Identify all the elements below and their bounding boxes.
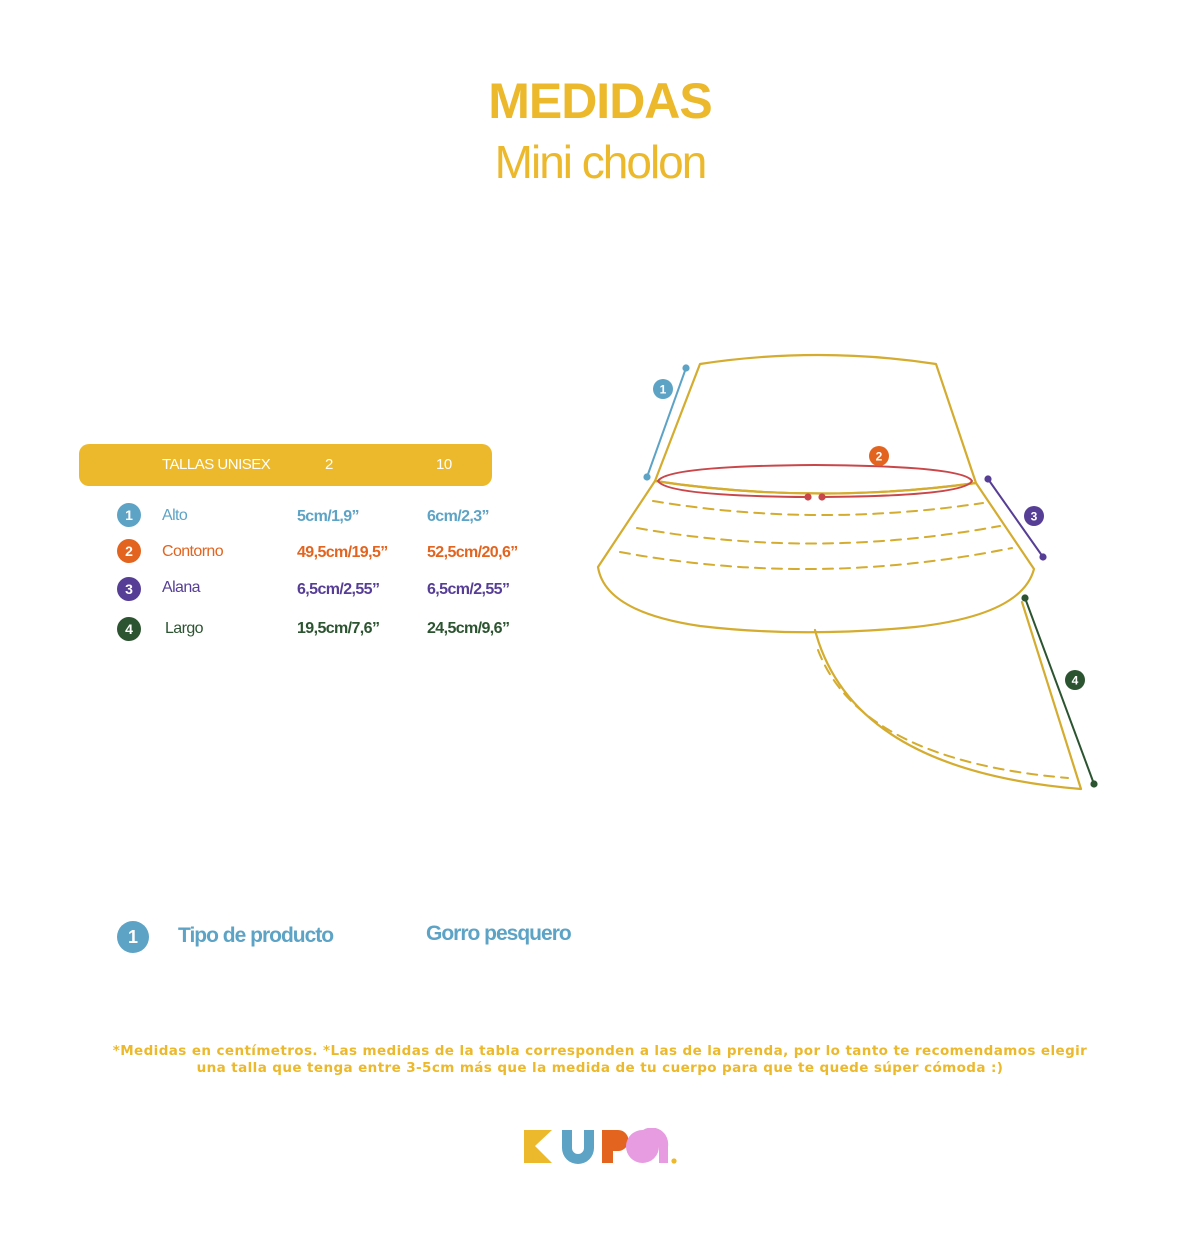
measure-dot — [1021, 594, 1028, 601]
measure-label-4: 4 — [1071, 673, 1079, 688]
header-size-10: 10 — [436, 456, 452, 473]
measure-label-1: 1 — [659, 382, 667, 397]
row-value-size-10: 6cm/2,3” — [427, 508, 489, 525]
header-tallas: TALLAS UNISEX — [162, 456, 271, 473]
row-value-size-10: 6,5cm/2,55” — [427, 581, 510, 598]
measure-dot — [1039, 553, 1046, 560]
stitch-line — [637, 526, 1000, 544]
measure-label-2: 2 — [875, 449, 883, 464]
measure-dot — [1090, 780, 1097, 787]
page-title: MEDIDAS — [488, 73, 712, 129]
row-badge: 1 — [117, 503, 141, 527]
measure-dot — [818, 493, 825, 500]
row-label: Largo — [165, 620, 203, 637]
measure-label-3: 3 — [1030, 509, 1038, 524]
measure-dot — [984, 475, 991, 482]
measure-line-length — [1025, 598, 1094, 784]
page-subtitle: Mini cholon — [494, 136, 706, 188]
row-label: Alto — [162, 507, 188, 524]
measure-dot — [682, 364, 689, 371]
product-type-label: Tipo de producto — [178, 924, 334, 947]
row-value-size-2: 5cm/1,9” — [297, 508, 359, 525]
row-badge: 4 — [117, 617, 141, 641]
hat-neck-flap — [815, 602, 1081, 789]
row-value-size-2: 49,5cm/19,5” — [297, 544, 388, 561]
stitch-line — [818, 650, 1068, 778]
measure-dot — [643, 473, 650, 480]
kupa-logo — [522, 1128, 682, 1166]
measure-dot — [804, 493, 811, 500]
stitch-line — [653, 501, 983, 515]
row-value-size-2: 6,5cm/2,55” — [297, 581, 380, 598]
measure-line-circumference — [658, 465, 972, 497]
row-value-size-10: 24,5cm/9,6” — [427, 620, 510, 637]
stitch-line — [620, 548, 1012, 569]
row-badge: 3 — [117, 577, 141, 601]
hat-crown — [655, 355, 976, 494]
size-note: *Medidas en centímetros. *Las medidas de la tabla corresponden a las de la prenda, por lo tanto te recomendamos elegir una talla que tenga entre 3-5cm más que la medida de tu cuerpo para que te quede súper cómoda :) — [112, 1043, 1088, 1076]
row-label: Alana — [162, 579, 200, 596]
header-size-2: 2 — [325, 456, 333, 473]
product-badge: 1 — [117, 921, 149, 953]
row-label: Contorno — [162, 543, 224, 560]
product-type-value: Gorro pesquero — [426, 922, 571, 945]
row-value-size-2: 19,5cm/7,6” — [297, 620, 380, 637]
row-value-size-10: 52,5cm/20,6” — [427, 544, 518, 561]
row-badge: 2 — [117, 539, 141, 563]
